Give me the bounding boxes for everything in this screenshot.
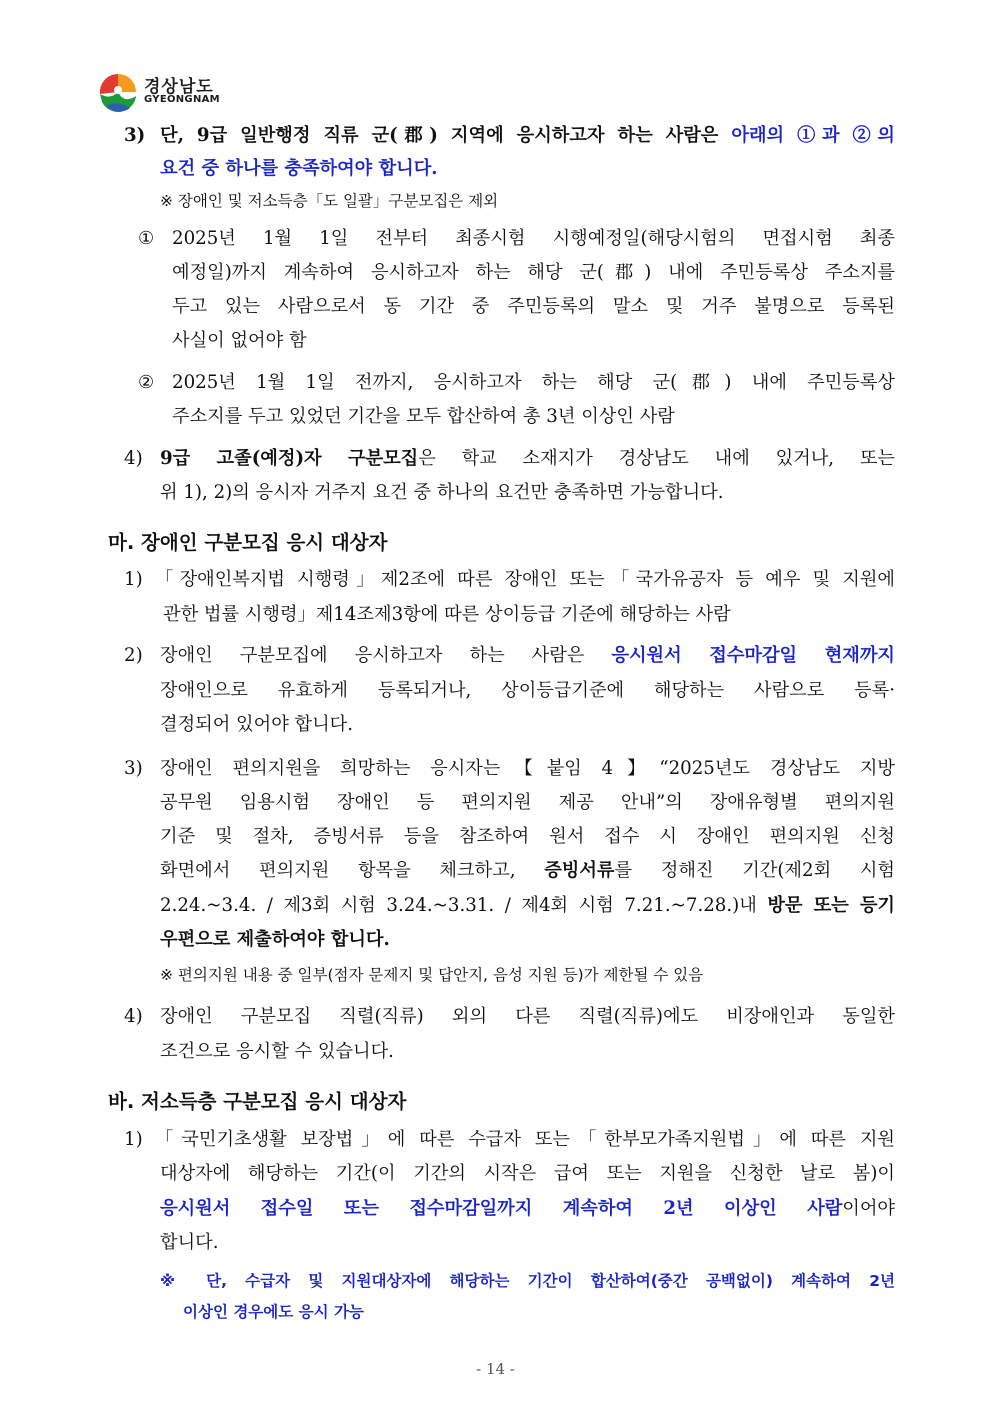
logo-text-en: GYEONGNAM — [144, 94, 220, 105]
item-3-line-1-bold: 단, 9급 일반행정 직류 군(郡) 지역에 응시하고자 하는 사람은 — [160, 125, 732, 146]
item-3-note: ※ 장애인 및 저소득층「도 일괄」구분모집은 제외 — [160, 192, 499, 210]
ba-1-line-3-rest: 이어야 — [842, 1198, 895, 1219]
ma-3-line-5-bold: 방문 또는 등기 — [767, 895, 895, 916]
section-ma-title: 마. 장애인 구분모집 응시 대상자 — [108, 531, 388, 554]
ma-3-line-4-a: 화면에서 편의지원 항목을 체크하고, — [160, 860, 545, 881]
sub-1-line-3: 두고 있는 사람으로서 동 기간 중 주민등록의 말소 및 거주 불명으로 등록된 — [172, 296, 895, 317]
ma-3-note: ※ 편의지원 내용 중 일부(점자 문제지 및 답안지, 음성 지원 등)가 제한될 수 있음 — [160, 966, 704, 984]
ma-2-blue: 응시원서 접수마감일 현재까지 — [611, 645, 895, 666]
sub-2-number: ② — [138, 372, 155, 393]
item-3-line-1 — [160, 125, 895, 147]
ma-4-line-2: 조건으로 응시할 수 있습니다. — [160, 1041, 394, 1062]
ma-2-number: 2) — [124, 645, 143, 666]
ba-1-line-3 — [160, 1198, 895, 1220]
ma-4-number: 4) — [124, 1006, 143, 1027]
ma-3-line-4-c: 를 정해진 기간(제2회 시험 — [614, 860, 895, 881]
ba-1-line-4: 합니다. — [160, 1232, 219, 1253]
gyeongnam-emblem-icon — [96, 70, 140, 114]
item-4-line-2: 위 1), 2)의 응시자 거주지 요건 중 하나의 요건만 충족하면 가능합니다. — [160, 482, 724, 503]
sub-1-line-2: 예정일)까지 계속하여 응시하고자 하는 해당 군(郡) 내에 주민등록상 주소지를 — [172, 262, 895, 283]
ma-4-line-1: 장애인 구분모집 직렬(직류) 외의 다른 직렬(직류)에도 비장애인과 동일한 — [160, 1006, 895, 1027]
ma-3-number: 3) — [124, 758, 143, 779]
ma-2-line-1 — [160, 645, 895, 667]
ma-1-number: 1) — [124, 569, 143, 590]
sub-2-line-2: 주소지를 두고 있었던 기간을 모두 합산하여 총 3년 이상인 사람 — [172, 406, 675, 427]
item-4-bold: 9급 고졸(예정)자 구분모집 — [160, 448, 419, 469]
item-4-line-1 — [160, 448, 895, 470]
item-3-line-1-blue: 아래의 ①과 ②의 — [731, 125, 895, 146]
ba-1-number: 1) — [124, 1129, 143, 1150]
ma-1-line-2: 관한 법률 시행령」제14조제3항에 따른 상이등급 기준에 해당하는 사람 — [163, 604, 731, 625]
ma-2-plain: 장애인 구분모집에 응시하고자 하는 사람은 — [160, 645, 612, 666]
logo-text-ko: 경상남도 — [144, 77, 214, 97]
item-4-number: 4) — [124, 448, 143, 469]
ma-3-line-4 — [160, 860, 895, 882]
ma-3-line-6: 우편으로 제출하여야 합니다. — [160, 929, 390, 950]
ba-1-line-1: 「국민기초생활 보장법」에 따른 수급자 또는「한부모가족지원법」에 따른 지원 — [155, 1129, 895, 1150]
ma-2-line-3: 결정되어 있어야 합니다. — [160, 714, 354, 735]
ma-3-line-4-bold: 증빙서류 — [544, 860, 615, 881]
ba-1-note-line-1: ※ 단, 수급자 및 지원대상자에 해당하는 기간이 합산하여(중간 공백없이) 계속하여 2년 — [160, 1272, 895, 1290]
sub-2-line-1: 2025년 1월 1일 전까지, 응시하고자 하는 해당 군(郡) 내에 주민등록상 — [172, 372, 895, 393]
ma-3-line-1: 장애인 편의지원을 희망하는 응시자는【붙임 4】“2025년도 경상남도 지방 — [160, 758, 895, 779]
ma-3-line-3: 기준 및 절차, 증빙서류 등을 참조하여 원서 접수 시 장애인 편의지원 신청 — [160, 826, 895, 847]
section-ba-title: 바. 저소득층 구분모집 응시 대상자 — [108, 1090, 407, 1113]
item-4-rest: 은 학교 소재지가 경상남도 내에 있거나, 또는 — [418, 448, 895, 469]
sub-1-line-1: 2025년 1월 1일 전부터 최종시험 시행예정일(해당시험의 면접시험 최종 — [172, 228, 895, 249]
ma-3-line-5 — [160, 895, 895, 917]
gyeongnam-logo — [96, 70, 236, 120]
ba-1-line-3-blue: 응시원서 접수일 또는 접수마감일까지 계속하여 2년 이상인 사람 — [160, 1198, 843, 1219]
item-3-line-2: 요건 중 하나를 충족하여야 합니다. — [160, 158, 438, 179]
ma-2-line-2: 장애인으로 유효하게 등록되거나, 상이등급기준에 해당하는 사람으로 등록· — [160, 680, 895, 701]
sub-1-number: ① — [138, 228, 155, 249]
ma-1-line-1: 「장애인복지법 시행령」제2조에 따른 장애인 또는「국가유공자 등 예우 및 지원에 — [155, 569, 895, 590]
ba-1-line-2: 대상자에 해당하는 기간(이 기간의 시작은 급여 또는 지원을 신청한 날로 봄)이 — [160, 1163, 895, 1184]
ma-3-line-2: 공무원 임용시험 장애인 등 편의지원 제공 안내”의 장애유형별 편의지원 — [160, 792, 895, 813]
ma-3-line-5-a: 2.24.~3.4. / 제3회 시험 3.24.~3.31. / 제4회 시험 7.21.~7.28.)내 — [160, 895, 768, 916]
sub-1-line-4: 사실이 없어야 함 — [172, 330, 307, 351]
ba-1-note-line-2: 이상인 경우에도 응시 가능 — [183, 1303, 364, 1321]
page-number: - 14 - — [476, 1360, 515, 1378]
item-3-number: 3) — [124, 125, 146, 146]
